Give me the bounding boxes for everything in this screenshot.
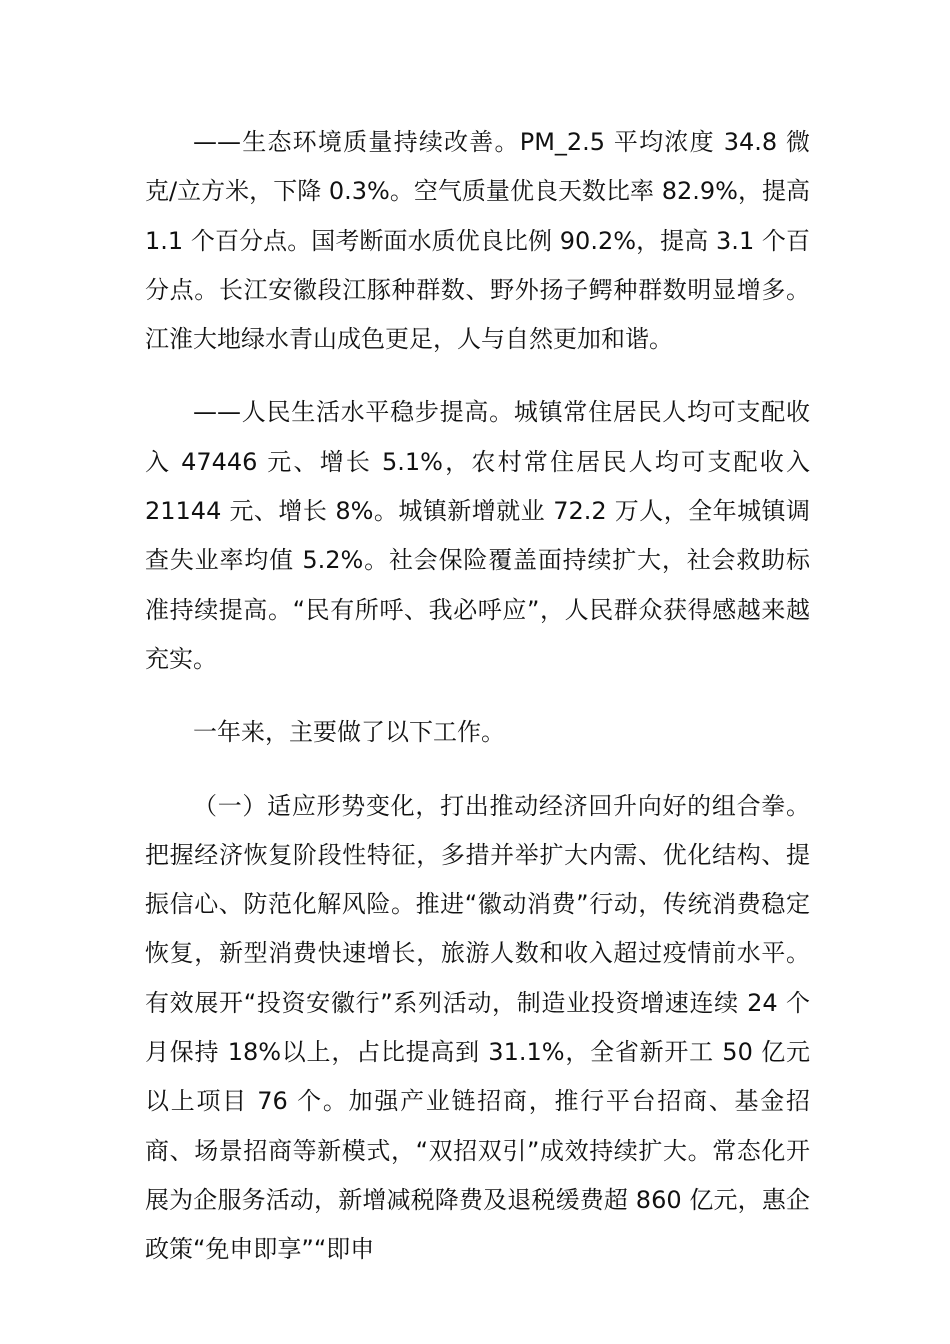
paragraph-work-intro: 一年来，主要做了以下工作。: [193, 718, 505, 747]
paragraph-section-one: （一）适应形势变化，打出推动经济回升向好的组合拳。把握经济恢复阶段性特征，多措并举扩大内需、优化结构、提振信心、防范化解风险。推进“徽动消费”行动，传统消费稳定恢复，新型消费快速增长，旅游人数和收入超过疫情前水平。有效展开“投资安徽行”系列活动，制造业投资增速连续 24 个月保持 18%以上，占比提高到 31.1%，全省新开工 50 亿元以上项目 76 个。加强产业链招商，推行平台招商、基金招商、场景招商等新模式，“双招双引”成效持续扩大。常态化开展为企服务活动，新增减税降费及退税缓费超 860 亿元，惠企政策“免申即享”“即申: [145, 791, 810, 1264]
paragraph-gap: [145, 364, 810, 388]
document-body: [145, 118, 810, 1275]
paragraph-living-standards: ——人民生活水平稳步提高。城镇常住居民人均可支配收入 47446 元、增长 5.1%，农村常住居民人均可支配收入 21144 元、增长 8%。城镇新增就业 72.2 万人，全年城镇调查失业率均值 5.2%。社会保险覆盖面持续扩大，社会救助标准持续提高。“民有所呼、我必呼应”，人民群众获得感越来越充实。: [145, 398, 810, 673]
paragraph-ecology: ——生态环境质量持续改善。PM_2.5 平均浓度 34.8 微克/立方米，下降 0.3%。空气质量优良天数比率 82.9%，提高 1.1 个百分点。国考断面水质优良比例 90.2%，提高 3.1 个百分点。长江安徽段江豚种群数、野外扬子鳄种群数明显增多。江淮大地绿水青山成色更足，人与自然更加和谐。: [145, 128, 810, 354]
paragraph-gap: [145, 758, 810, 782]
paragraph-gap: [145, 684, 810, 708]
